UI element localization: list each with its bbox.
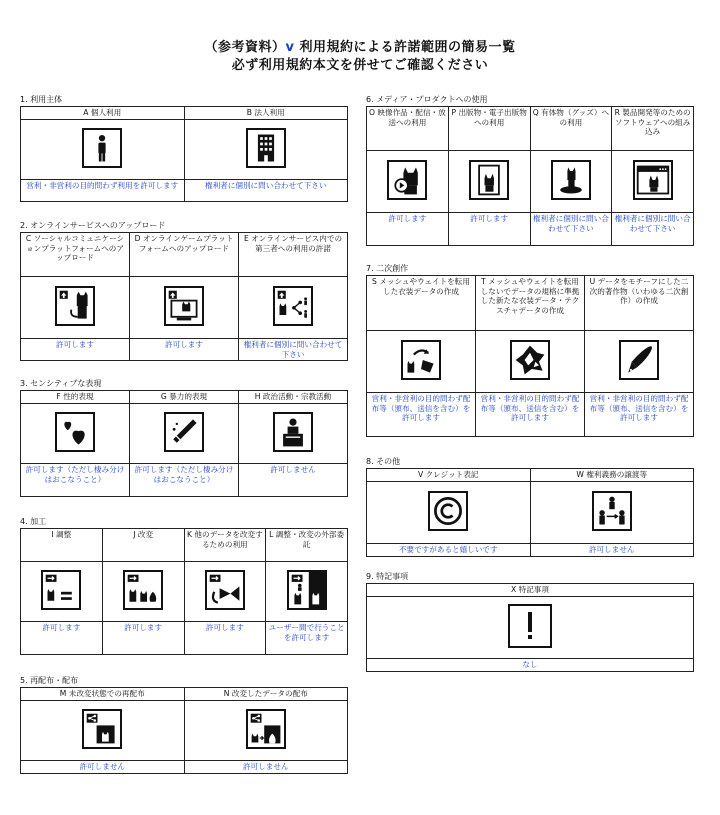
column-header: X 特記事項 <box>367 584 694 597</box>
permission-text: 権利者に個別に問い合わせて下さい <box>530 213 612 246</box>
share-modified-icon <box>246 709 286 749</box>
upload-monitor-icon <box>164 286 204 326</box>
section-title: 5. 再配布・配布 <box>20 676 79 685</box>
license-table <box>366 106 694 246</box>
permission-text: 許可します <box>21 622 103 655</box>
person-icon <box>82 128 122 168</box>
upload-cat-icon <box>55 286 95 326</box>
license-table <box>20 232 348 361</box>
column-header: G 暴力的表現 <box>130 391 239 404</box>
share-cat-icon <box>273 286 313 326</box>
section-usage-subject <box>20 94 348 202</box>
permission-text: 権利者に個別に問い合わせて下さい <box>184 180 348 202</box>
column-header: P 出版物・電子出版物への利用 <box>448 107 530 151</box>
permission-text: 許可します <box>102 622 184 655</box>
copyright-icon <box>428 491 468 531</box>
column-header: W 権利義務の譲渡等 <box>530 469 694 482</box>
section-online-upload <box>20 220 348 361</box>
license-table <box>366 583 694 672</box>
transform-icon <box>205 570 245 610</box>
exclamation-icon <box>508 604 552 648</box>
texture-icon <box>510 340 550 380</box>
permission-text: 許可しません <box>530 544 694 557</box>
permission-text: 営利・非営利の目的問わず利用を許可します <box>21 180 185 202</box>
permission-text: 営利・非営利の目的問わず配布等（頒布、送信を含む）を許可します <box>367 393 476 437</box>
modify-cats-icon <box>123 570 163 610</box>
transfer-people-icon <box>592 491 632 531</box>
section-title: 9. 特記事項 <box>366 572 409 581</box>
permission-text: ユーザー間で行うことを許可します <box>266 622 348 655</box>
section-title: 8. その他 <box>366 457 401 466</box>
title-prefix: （参考資料） <box>204 40 286 55</box>
column-header: K 他のデータを改変するための利用 <box>184 529 266 562</box>
section-processing <box>20 516 348 655</box>
column-header: C ソーシャルコミュニケーションプラットフォームへのアップロード <box>21 233 130 277</box>
section-sensitive-expression <box>20 378 348 497</box>
license-table <box>20 528 348 655</box>
adjust-equal-icon <box>41 570 81 610</box>
page-title <box>0 36 720 55</box>
knife-icon <box>164 412 204 452</box>
license-table <box>366 275 694 437</box>
column-header: L 調整・改変の外部委託 <box>266 529 348 562</box>
building-icon <box>246 128 286 168</box>
share-cat-icon <box>82 709 122 749</box>
column-header: T メッシュやウェイトを転用しないでデータの規格に準拠した新たな衣装データ・テクスチャデータの作成 <box>476 276 585 331</box>
column-header: U データをモチーフにした二次的著作物（いわゆる二次創作）の作成 <box>585 276 694 331</box>
column-header: A 個人利用 <box>21 107 185 120</box>
column-header: I 調整 <box>21 529 103 562</box>
costume-arrow-icon <box>401 340 441 380</box>
section-title: 3. センシティブな表現 <box>20 379 102 388</box>
column-header: F 性的表現 <box>21 391 130 404</box>
permission-text: 許可します（ただし棲み分けはおこなうこと） <box>21 464 130 497</box>
title-line1: 利用規約による許諾範囲の簡易一覧 <box>299 40 516 55</box>
permission-text: 許可します <box>184 622 266 655</box>
permission-text: なし <box>367 659 694 672</box>
permission-text: 許可しません <box>184 761 348 774</box>
column-header: J 改変 <box>102 529 184 562</box>
video-cat-icon <box>387 160 427 200</box>
section-title: 7. 二次創作 <box>366 264 409 273</box>
section-title: 4. 加工 <box>20 517 47 526</box>
section-title: 6. メディア・プロダクトへの使用 <box>366 95 488 104</box>
section-media-product <box>366 94 694 246</box>
permission-text: 許可します <box>130 339 239 361</box>
column-header: O 映像作品・配信・放送への利用 <box>367 107 449 151</box>
column-header: H 政治活動・宗教活動 <box>239 391 348 404</box>
outsource-icon <box>287 570 327 610</box>
column-header: V クレジット表記 <box>367 469 531 482</box>
title-v: v <box>285 40 295 55</box>
permission-text: 営利・非営利の目的問わず配布等（頒布、送信を含む）を許可します <box>585 393 694 437</box>
hearts-icon <box>55 412 95 452</box>
section-special-notes <box>366 571 694 672</box>
permission-text: 営利・非営利の目的問わず配布等（頒布、送信を含む）を許可します <box>476 393 585 437</box>
section-derivative-works <box>366 263 694 437</box>
book-cat-icon <box>469 160 509 200</box>
section-title: 2. オンラインサービスへのアップロード <box>20 221 166 230</box>
podium-icon <box>273 412 313 452</box>
permission-text: 許可します（ただし棲み分けはおこなうこと） <box>130 464 239 497</box>
permission-text: 権利者に個別に問い合わせて下さい <box>612 213 694 246</box>
license-table <box>20 390 348 497</box>
column-header: Q 有体物（グッズ）への利用 <box>530 107 612 151</box>
section-title: 1. 利用主体 <box>20 95 63 104</box>
column-header: N 改変したデータの配布 <box>184 688 348 701</box>
column-header: B 法人利用 <box>184 107 348 120</box>
software-cat-icon <box>633 160 673 200</box>
column-header: E オンラインサービス内での第三者への利用の許諾 <box>239 233 348 277</box>
permission-text: 不要ですがあると嬉しいです <box>367 544 531 557</box>
page-subtitle: 必ず利用規約本文を併せてご確認ください <box>231 58 489 73</box>
pen-icon <box>619 340 659 380</box>
permission-text: 許可しません <box>21 761 185 774</box>
license-table <box>20 687 348 774</box>
section-other <box>366 456 694 557</box>
column-header: R 製品開発等のためのソフトウェアへの組み込み <box>612 107 694 151</box>
permission-text: 許可しません <box>239 464 348 497</box>
permission-text: 許可します <box>21 339 130 361</box>
section-redistribution <box>20 675 348 774</box>
license-table <box>20 106 348 202</box>
permission-text: 許可します <box>448 213 530 246</box>
permission-text: 権利者に個別に問い合わせて下さい <box>239 339 348 361</box>
column-header: D オンラインゲームプラットフォームへのアップロード <box>130 233 239 277</box>
column-header: S メッシュやウェイトを転用した衣装データの作成 <box>367 276 476 331</box>
column-header: M 未改変状態での再配布 <box>21 688 185 701</box>
permission-text: 許可します <box>367 213 449 246</box>
figure-cat-icon <box>551 160 591 200</box>
license-table <box>366 468 694 557</box>
